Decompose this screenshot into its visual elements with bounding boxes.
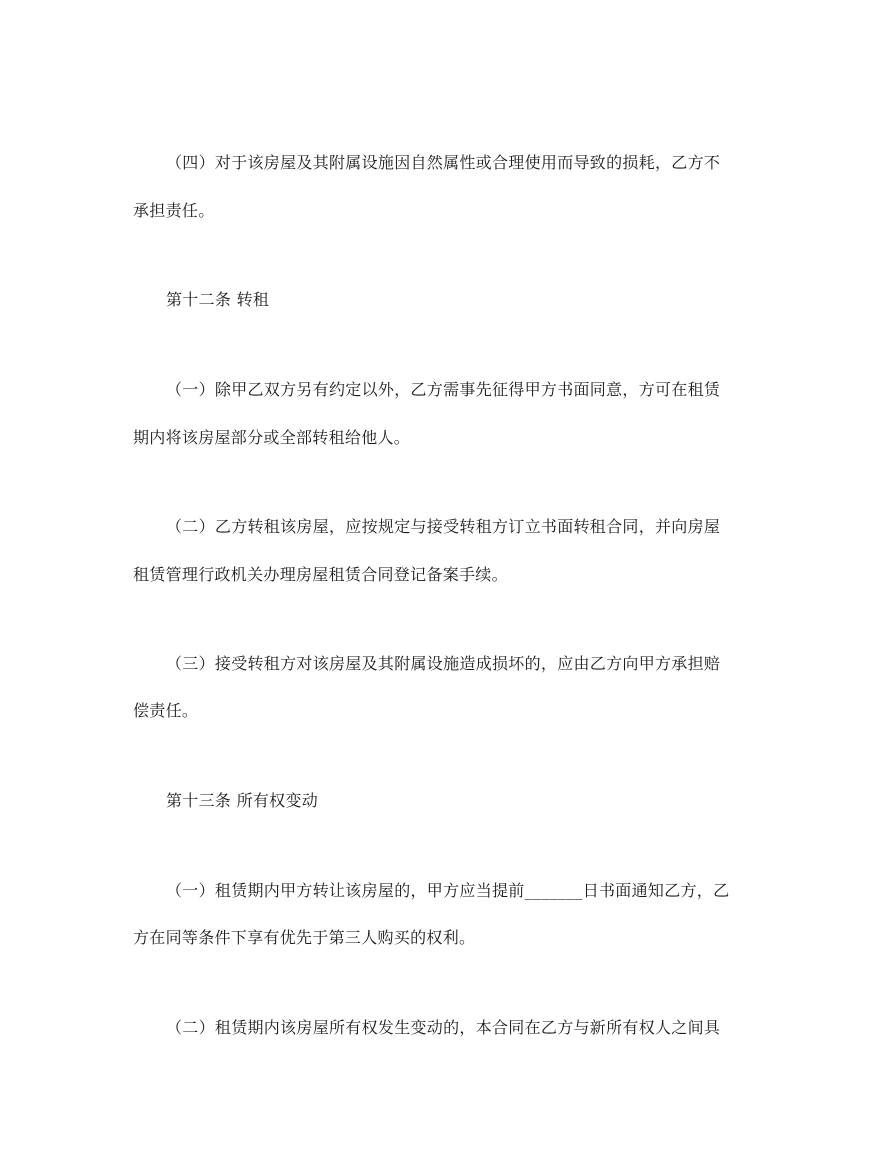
article-12-clause-2-line-2: 租赁管理行政机关办理房屋租赁合同登记备案手续。 bbox=[133, 565, 508, 584]
article-13-clause-1-line-2: 方在同等条件下享有优先于第三人购买的权利。 bbox=[133, 928, 476, 947]
article-13-clause-2-line-1: （二）租赁期内该房屋所有权发生变动的，本合同在乙方与新所有权人之间具 bbox=[166, 1018, 721, 1037]
article-12-clause-1-line-1: （一）除甲乙双方另有约定以外，乙方需事先征得甲方书面同意，方可在租赁 bbox=[166, 380, 721, 399]
article-13-heading: 第十三条 所有权变动 bbox=[166, 791, 319, 810]
paragraph-4-line-2: 承担责任。 bbox=[133, 201, 215, 220]
article-12-clause-3-line-1: （三）接受转租方对该房屋及其附属设施造成损坏的，应由乙方向甲方承担赔 bbox=[166, 654, 721, 673]
article-12-clause-3-line-2: 偿责任。 bbox=[133, 701, 199, 720]
article-12-clause-1-line-2: 期内将该房屋部分或全部转租给他人。 bbox=[133, 428, 411, 447]
paragraph-4-line-1: （四）对于该房屋及其附属设施因自然属性或合理使用而导致的损耗，乙方不 bbox=[166, 153, 721, 172]
article-12-heading: 第十二条 转租 bbox=[166, 290, 270, 309]
article-13-clause-1-line-1: （一）租赁期内甲方转让该房屋的，甲方应当提前_______日书面通知乙方，乙 bbox=[166, 881, 730, 900]
article-12-clause-2-line-1: （二）乙方转租该房屋，应按规定与接受转租方订立书面转租合同，并向房屋 bbox=[166, 517, 721, 536]
